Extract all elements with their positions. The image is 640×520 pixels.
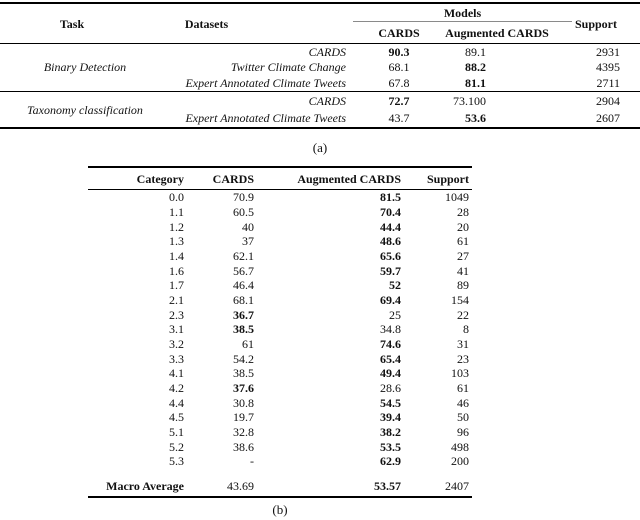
support-cell: 1049 xyxy=(445,190,469,205)
table-row xyxy=(88,366,472,381)
augmented-cards-score-cell: 73.100 xyxy=(453,93,486,108)
augmented-cards-score-cell: 74.6 xyxy=(380,337,401,352)
cards-score-cell: 19.7 xyxy=(233,410,254,425)
table-row xyxy=(88,351,472,366)
macro-average-row xyxy=(88,469,472,497)
category-cell: 3.1 xyxy=(169,322,184,337)
support-cell: 61 xyxy=(457,381,469,396)
augmented-cards-score-cell: 28.6 xyxy=(380,381,401,396)
augmented-cards-score-cell: 44.4 xyxy=(380,219,401,234)
cards-score-cell: 38.6 xyxy=(233,439,254,454)
category-cell: 2.1 xyxy=(169,293,184,308)
support-cell: 8 xyxy=(463,322,469,337)
support-cell: 2407 xyxy=(445,478,469,493)
table-b-header xyxy=(88,167,472,190)
augmented-cards-score-cell: 53.6 xyxy=(465,111,486,126)
augmented-cards-score-cell: 49.4 xyxy=(380,366,401,381)
column-header-category: Category xyxy=(88,167,187,190)
table-a-group-taxonomy-classification xyxy=(0,91,640,128)
cards-score-cell: 38.5 xyxy=(233,322,254,337)
table-row xyxy=(88,439,472,454)
table-row xyxy=(88,219,472,234)
cards-score-cell: 54.2 xyxy=(233,351,254,366)
category-cell: 1.3 xyxy=(169,234,184,249)
table-row xyxy=(88,425,472,440)
support-cell: 103 xyxy=(451,366,469,381)
table-row xyxy=(88,454,472,469)
cards-score-cell: 32.8 xyxy=(233,425,254,440)
support-cell: 46 xyxy=(457,395,469,410)
category-cell: 1.4 xyxy=(169,249,184,264)
augmented-cards-score-cell: 34.8 xyxy=(380,322,401,337)
category-cell: 4.1 xyxy=(169,366,184,381)
support-cell: 89 xyxy=(457,278,469,293)
category-cell: 2.3 xyxy=(169,307,184,322)
table-a-group-binary-detection xyxy=(0,44,640,92)
column-header-support: Support xyxy=(572,3,640,44)
augmented-cards-score-cell: 81.5 xyxy=(380,190,401,205)
category-table-b xyxy=(88,166,472,498)
support-cell: 27 xyxy=(457,249,469,264)
cards-score-cell: 37.6 xyxy=(233,381,254,396)
cards-score-cell: 72.7 xyxy=(388,93,410,108)
augmented-cards-score-cell: 48.6 xyxy=(380,234,401,249)
category-cell: 5.2 xyxy=(169,439,184,454)
table-row xyxy=(88,337,472,352)
augmented-cards-score-cell: 38.2 xyxy=(380,425,401,440)
caption-b: (b) xyxy=(272,502,288,517)
augmented-cards-score-cell: 65.4 xyxy=(380,351,401,366)
table-row xyxy=(88,395,472,410)
augmented-cards-score-cell: 69.4 xyxy=(380,293,401,308)
augmented-cards-score-cell: 65.6 xyxy=(380,249,401,264)
table-row xyxy=(88,249,472,264)
cards-score-cell: 68.1 xyxy=(233,293,254,308)
column-header-datasets: Datasets xyxy=(170,3,353,44)
support-cell: 2711 xyxy=(596,75,620,90)
dataset-cell: Twitter Climate Change xyxy=(230,60,346,75)
augmented-cards-score-cell: 81.1 xyxy=(465,75,486,90)
support-cell: 31 xyxy=(457,337,469,352)
support-cell: 61 xyxy=(457,234,469,249)
augmented-cards-score-cell: 53.57 xyxy=(374,478,401,493)
augmented-cards-score-cell: 54.5 xyxy=(380,395,401,410)
table-row xyxy=(0,44,640,60)
table-row xyxy=(88,381,472,396)
macro-average-label: Macro Average xyxy=(106,478,184,493)
support-cell: 4395 xyxy=(596,60,620,75)
cards-score-cell: 68.1 xyxy=(388,60,410,75)
category-cell: 1.2 xyxy=(169,219,184,234)
dataset-cell: CARDS xyxy=(308,44,346,59)
support-cell: 22 xyxy=(457,307,469,322)
category-cell: 4.5 xyxy=(169,410,184,425)
table-row xyxy=(88,190,472,205)
category-cell: 0.0 xyxy=(169,190,184,205)
category-cell: 1.6 xyxy=(169,263,184,278)
support-cell: 2904 xyxy=(596,93,620,108)
column-header-augmented-cards: Augmented CARDS xyxy=(257,167,404,190)
table-row xyxy=(88,293,472,308)
support-cell: 50 xyxy=(457,410,469,425)
category-cell: 4.4 xyxy=(169,395,184,410)
column-header-augmented-cards: Augmented CARDS xyxy=(445,22,572,44)
column-header-task: Task xyxy=(0,3,170,44)
table-b-header-row xyxy=(88,167,472,190)
cards-score-cell: 30.8 xyxy=(233,395,254,410)
category-cell: 4.2 xyxy=(169,381,184,396)
cards-score-cell: 90.3 xyxy=(388,44,410,59)
cards-score-cell: 61 xyxy=(242,337,254,352)
table-b-footer xyxy=(88,469,472,497)
augmented-cards-score-cell: 70.4 xyxy=(380,205,401,219)
category-cell: 1.1 xyxy=(169,205,184,219)
augmented-cards-score-cell: 52 xyxy=(389,278,401,293)
caption-a: (a) xyxy=(312,140,328,155)
support-cell: 200 xyxy=(451,454,469,469)
cards-score-cell: 38.5 xyxy=(233,366,254,381)
table-row xyxy=(88,307,472,322)
category-cell: 3.3 xyxy=(169,351,184,366)
augmented-cards-score-cell: 39.4 xyxy=(380,410,401,425)
cards-score-cell: 46.4 xyxy=(233,278,254,293)
augmented-cards-score-cell: 89.1 xyxy=(465,44,486,59)
cards-score-cell: - xyxy=(250,454,254,469)
support-cell: 2607 xyxy=(596,111,620,126)
category-cell: 1.7 xyxy=(169,278,184,293)
table-row xyxy=(88,410,472,425)
cards-score-cell: 43.69 xyxy=(227,478,254,493)
cards-score-cell: 70.9 xyxy=(233,190,254,205)
support-cell: 96 xyxy=(457,425,469,440)
task-label: Taxonomy classification xyxy=(27,102,143,117)
cards-score-cell: 37 xyxy=(242,234,254,249)
dataset-cell: CARDS xyxy=(308,93,346,108)
column-header-support: Support xyxy=(404,167,472,190)
augmented-cards-score-cell: 62.9 xyxy=(380,454,401,469)
column-header-cards: CARDS xyxy=(187,167,257,190)
column-header-cards: CARDS xyxy=(353,22,445,44)
support-cell: 41 xyxy=(457,263,469,278)
cards-score-cell: 67.8 xyxy=(388,75,410,90)
table-row xyxy=(88,322,472,337)
table-row xyxy=(88,278,472,293)
cards-score-cell: 40 xyxy=(242,219,254,234)
dataset-cell: Expert Annotated Climate Tweets xyxy=(185,75,346,90)
dataset-cell: Expert Annotated Climate Tweets xyxy=(185,111,346,126)
column-group-header-models: Models xyxy=(353,3,572,22)
augmented-cards-score-cell: 88.2 xyxy=(465,60,486,75)
cards-score-cell: 62.1 xyxy=(233,249,254,264)
table-b-body xyxy=(88,190,472,469)
table-a-header-row-1 xyxy=(0,3,640,22)
category-cell: 3.2 xyxy=(169,337,184,352)
task-label: Binary Detection xyxy=(43,60,127,75)
support-cell: 23 xyxy=(457,351,469,366)
table-row xyxy=(88,263,472,278)
cards-score-cell: 60.5 xyxy=(233,205,254,219)
support-cell: 20 xyxy=(457,219,469,234)
table-row xyxy=(88,234,472,249)
cards-score-cell: 56.7 xyxy=(233,263,254,278)
support-cell: 498 xyxy=(451,439,469,454)
augmented-cards-score-cell: 25 xyxy=(389,307,401,322)
category-cell: 5.3 xyxy=(169,454,184,469)
table-a-header xyxy=(0,3,640,44)
augmented-cards-score-cell: 53.5 xyxy=(380,439,401,454)
category-cell: 5.1 xyxy=(169,425,184,440)
support-cell: 28 xyxy=(457,205,469,219)
support-cell: 154 xyxy=(451,293,469,308)
cards-score-cell: 43.7 xyxy=(388,111,410,126)
results-table-a xyxy=(0,2,640,129)
table-row xyxy=(0,91,640,109)
augmented-cards-score-cell: 59.7 xyxy=(380,263,401,278)
support-cell: 2931 xyxy=(596,44,620,59)
table-row xyxy=(88,205,472,220)
cards-score-cell: 36.7 xyxy=(233,307,254,322)
